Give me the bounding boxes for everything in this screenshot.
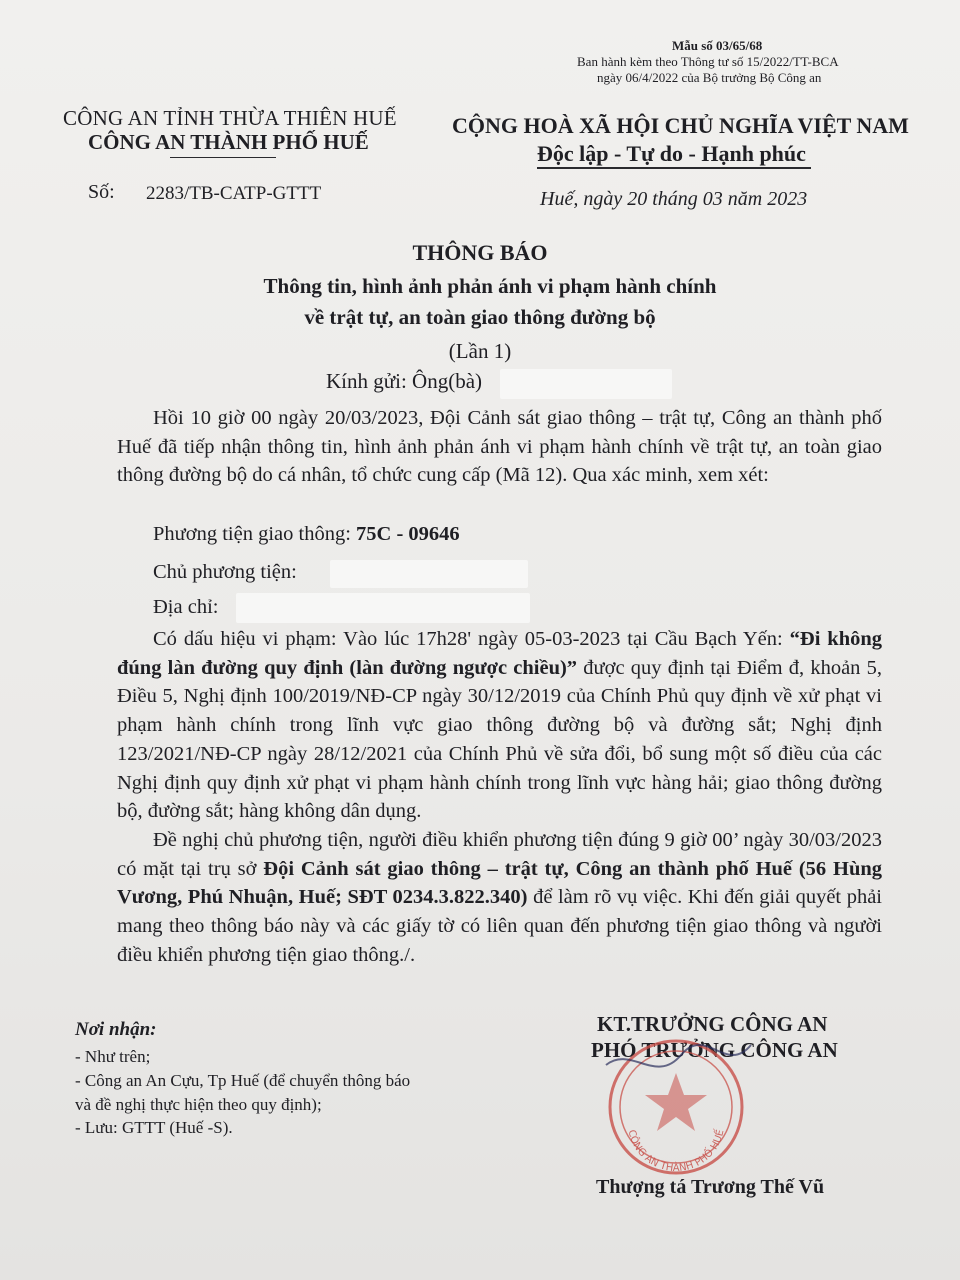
request-paragraph bbox=[117, 826, 882, 970]
nation-title: CỘNG HOÀ XÃ HỘI CHỦ NGHĨA VIỆT NAM bbox=[452, 113, 909, 138]
redacted-address bbox=[236, 593, 530, 623]
recipient-item: và đề nghị thực hiện theo quy định); bbox=[75, 1095, 322, 1114]
intro-paragraph bbox=[117, 404, 882, 490]
doc-number: 2283/TB-CATP-GTTT bbox=[146, 183, 322, 204]
vehicle-plate: 75C - 09646 bbox=[356, 523, 460, 545]
request-rest: để làm rõ vụ việc. Khi đến giải quyết phải mang theo thông báo này và các giấy tờ có liên quan đến phương tiện giao thông và người điều khiển phương tiện giao thông./. bbox=[117, 886, 882, 966]
redacted-recipient bbox=[500, 369, 672, 399]
date-line: Huế, ngày 20 tháng 03 năm 2023 bbox=[540, 188, 808, 210]
org-underline bbox=[170, 157, 276, 158]
form-issued-line2: ngày 06/4/2022 của Bộ trưởng Bộ Công an bbox=[597, 70, 822, 85]
address-label: Địa chỉ: bbox=[153, 596, 219, 618]
recipient-item: - Lưu: GTTT (Huế -S). bbox=[75, 1118, 233, 1137]
request-office: Đội Cảnh sát giao thông – trật tự, Công an thành phố Huế (56 Hùng Vương, Phú Nhuận, Huế; SĐT 0234.3.822.340) bbox=[117, 857, 882, 909]
form-issued-line1: Ban hành kèm theo Thông tư số 15/2022/TT-BCA bbox=[577, 54, 839, 69]
recipient-item: - Như trên; bbox=[75, 1047, 151, 1066]
stamp-text: CÔNG AN THÀNH PHỐ HUẾ bbox=[625, 1128, 727, 1175]
vehicle-label: Phương tiện giao thông: bbox=[153, 523, 351, 545]
violation-intro: Có dấu hiệu vi phạm: Vào lúc 17h28' ngày 05-03-2023 tại Cầu Bạch Yến: bbox=[153, 628, 783, 650]
signature-title-1: KT.TRƯỞNG CÔNG AN bbox=[597, 1012, 828, 1036]
stamp-star-icon bbox=[645, 1073, 707, 1131]
document-subtitle-1: Thông tin, hình ảnh phản ánh vi phạm hành chính bbox=[263, 274, 717, 298]
official-stamp bbox=[586, 1025, 761, 1180]
org-parent: CÔNG AN TỈNH THỪA THIÊN HUẾ bbox=[63, 106, 397, 130]
motto: Độc lập - Tự do - Hạnh phúc bbox=[537, 141, 806, 166]
vehicle-line bbox=[153, 523, 460, 546]
motto-underline bbox=[537, 167, 811, 169]
recipients-title: Nơi nhận: bbox=[75, 1019, 157, 1040]
recipient-item: - Công an An Cựu, Tp Huế (để chuyển thông báo bbox=[75, 1071, 411, 1090]
notice-count: (Lần 1) bbox=[448, 339, 512, 363]
doc-number-label: Số: bbox=[88, 181, 115, 203]
document-title: THÔNG BÁO bbox=[412, 240, 548, 265]
signer-name: Thượng tá Trương Thế Vũ bbox=[596, 1176, 825, 1198]
redacted-owner bbox=[330, 560, 528, 588]
intro-text: Hồi 10 giờ 00 ngày 20/03/2023, Đội Cảnh sát giao thông – trật tự, Công an thành phố Huế đã tiếp nhận thông tin, hình ảnh phản ánh vi phạm hành chính về trật tự, an toàn giao thông đường bộ do cá nhân, tổ chức cung cấp (Mã 12). Qua xác minh, xem xét: bbox=[117, 407, 882, 487]
recipient-label: Kính gửi: Ông(bà) bbox=[326, 369, 483, 393]
address-line bbox=[153, 596, 218, 619]
request-intro: Đề nghị chủ phương tiện, người điều khiển phương tiện đúng 9 giờ 00’ ngày 30/03/2023 có mặt tại trụ sở bbox=[117, 829, 882, 880]
signature-title-2: PHÓ TRƯỞNG CÔNG AN bbox=[591, 1038, 838, 1062]
violation-paragraph bbox=[117, 625, 882, 826]
owner-label: Chủ phương tiện: bbox=[153, 561, 297, 583]
owner-line bbox=[153, 561, 297, 584]
violation-legal-basis: được quy định tại Điểm đ, khoản 5, Điều 5, Nghị định 100/2019/NĐ-CP ngày 30/12/2019 của Chính Phủ quy định về xử phạt vi phạm hành chính trong lĩnh vực giao thông đường bộ và đường sắt; Nghị định 123/2021/NĐ-CP ngày 28/12/2021 của Chính Phủ về sửa đổi, bổ sung một số điều của các Nghị định quy định xử phạt vi phạm hành chính trong lĩnh vực hàng hải; giao thông đường bộ, đường sắt; hàng không dân dụng. bbox=[117, 656, 882, 823]
form-number: Mẫu số 03/65/68 bbox=[672, 38, 763, 53]
document-subtitle-2: về trật tự, an toàn giao thông đường bộ bbox=[304, 305, 656, 329]
org-name: CÔNG AN THÀNH PHỐ HUẾ bbox=[88, 130, 369, 154]
violation-description: “Đi không đúng làn đường quy định (làn đường ngược chiều)” bbox=[117, 628, 882, 679]
